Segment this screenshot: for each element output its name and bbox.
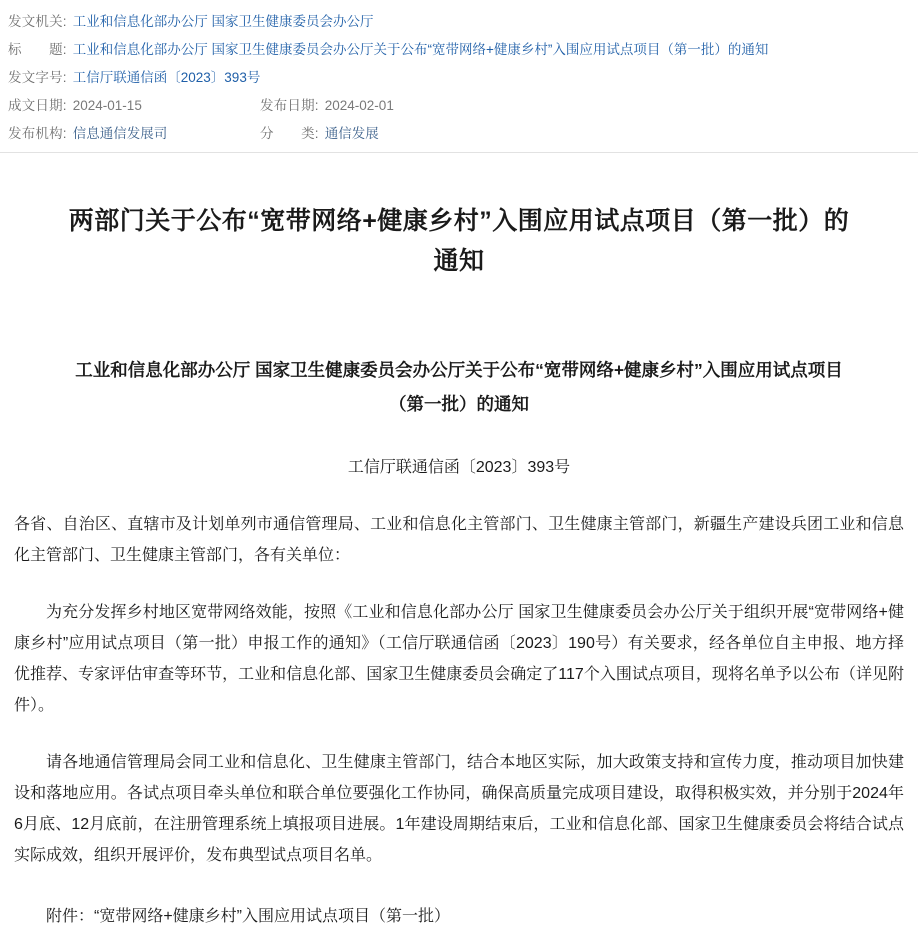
- meta-col-category: [260, 121, 906, 147]
- meta-label-organization: 发布机构:: [8, 126, 67, 141]
- meta-value-category[interactable]: 通信发展: [324, 126, 379, 141]
- meta-value-issuer[interactable]: 工业和信息化部办公厅 国家卫生健康委员会办公厅: [72, 14, 374, 29]
- meta-value-written-date: 2024-01-15: [72, 98, 142, 113]
- meta-label-issuer: 发文机关:: [8, 14, 67, 29]
- meta-row-issuer: [0, 8, 918, 36]
- meta-col-organization: [8, 121, 260, 147]
- meta-label-category: 分 类:: [260, 126, 319, 141]
- meta-col-written-date: [8, 93, 260, 119]
- meta-row-dates: [0, 92, 918, 120]
- document-formal-title: 工业和信息化部办公厅 国家卫生健康委员会办公厅关于公布“宽带网络+健康乡村”入围应用试点项目（第一批）的通知: [75, 360, 843, 414]
- meta-label-docnumber: 发文字号:: [8, 70, 67, 85]
- meta-label-title: 标 题:: [8, 42, 67, 57]
- meta-label-written-date: 成文日期:: [8, 98, 67, 113]
- document-body: [0, 201, 918, 932]
- document-attachment-line: 附件：“宽带网络+健康乡村”入围应用试点项目（第一批）: [46, 908, 451, 925]
- document-salutation: 各省、自治区、直辖市及计划单列市通信管理局、工业和信息化主管部门、卫生健康主管部门，新疆生产建设兵团工业和信息化主管部门、卫生健康主管部门，各有关单位：: [14, 516, 904, 564]
- meta-row-org: [0, 120, 918, 148]
- meta-row-docnumber: [0, 64, 918, 92]
- page-title: 两部门关于公布“宽带网络+健康乡村”入围应用试点项目（第一批）的通知: [68, 207, 850, 275]
- meta-col-publish-date: [260, 93, 906, 119]
- document-number: 工信厅联通信函〔2023〕393号: [347, 459, 571, 476]
- meta-value-organization[interactable]: 信息通信发展司: [72, 126, 168, 141]
- meta-value-publish-date: 2024-02-01: [324, 98, 394, 113]
- document-paragraph-2: 请各地通信管理局会同工业和信息化、卫生健康主管部门，结合本地区实际，加大政策支持和宣传力度，推动项目加快建设和落地应用。各试点项目牵头单位和联合单位要强化工作协同，确保高质量完成项目建设，取得积极实效，并分别于2024年6月底、12月底前，在注册管理系统上填报项目进展。1年建设周期结束后，工业和信息化部、国家卫生健康委员会将结合试点实际成效，组织开展评价，发布典型试点项目名单。: [14, 754, 904, 864]
- meta-label-publish-date: 发布日期:: [260, 98, 319, 113]
- document-metadata-header: [0, 0, 918, 153]
- meta-value-title[interactable]: 工业和信息化部办公厅 国家卫生健康委员会办公厅关于公布“宽带网络+健康乡村”入围应用试点项目（第一批）的通知: [72, 42, 769, 57]
- meta-value-docnumber[interactable]: 工信厅联通信函〔2023〕393号: [72, 70, 261, 85]
- document-paragraph-1: 为充分发挥乡村地区宽带网络效能，按照《工业和信息化部办公厅 国家卫生健康委员会办公厅关于组织开展“宽带网络+健康乡村”应用试点项目（第一批）申报工作的通知》（工信厅联通信函〔2023〕190号）有关要求，经各单位自主申报、地方择优推荐、专家评估审查等环节，工业和信息化部、国家卫生健康委员会确定了117个入围试点项目，现将名单予以公布（详见附件）。: [14, 604, 904, 714]
- meta-row-title: [0, 36, 918, 64]
